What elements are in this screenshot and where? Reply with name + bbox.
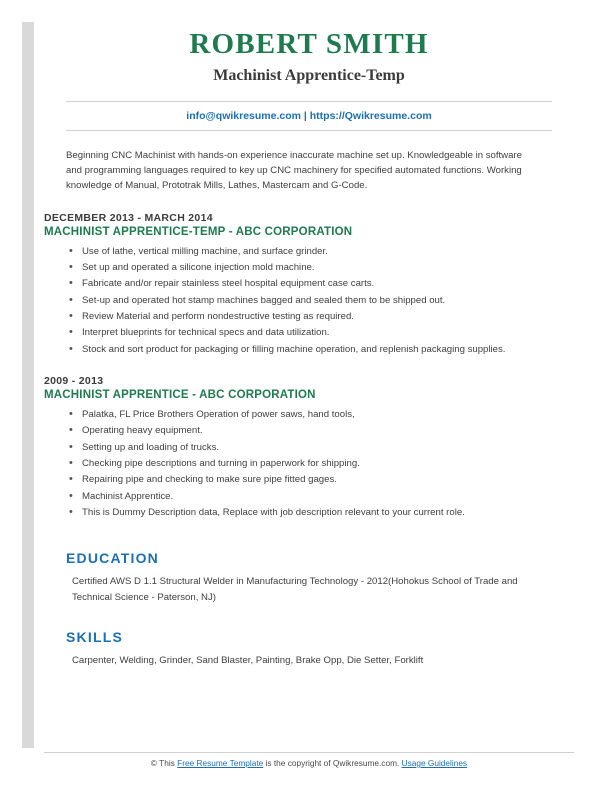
education-heading: EDUCATION — [66, 550, 159, 567]
experience-role: MACHINIST APPRENTICE-TEMP - ABC CORPORATION — [44, 225, 353, 238]
experience-dates: 2009 - 2013 — [44, 374, 104, 387]
footer-middle-text: is the copyright of Qwikresume.com. — [265, 758, 400, 768]
skills-section — [44, 629, 574, 668]
footer-copyright-text: © This — [150, 758, 175, 768]
list-item: • Stock and sort product for packaging or filling machine operation, and replenish packaging supplies. — [82, 342, 547, 357]
list-item: • Review Material and perform nondestructive testing as required. — [82, 309, 547, 324]
list-item: • Setting up and loading of trucks. — [82, 440, 547, 455]
list-item: • Set up and operated a silicone injection mold machine. — [82, 260, 547, 275]
divider-top — [66, 101, 552, 102]
divider-bottom — [66, 130, 552, 131]
list-item: • Machinist Apprentice. — [82, 489, 547, 504]
list-item: • Repairing pipe and checking to make sure pipe fitted gages. — [82, 472, 547, 487]
summary-text: Beginning CNC Machinist with hands-on experience inaccurate machine set up. Knowledgeable in software and programming languages required to key up CNC machinery for specified automated functions. Working knowledge of Manual, Prototrak Mills, Lathes, Mastercam and G-Code. — [66, 150, 522, 191]
job-title: Machinist Apprentice-Temp — [213, 67, 405, 84]
experience-entry — [44, 375, 574, 520]
list-item: • This is Dummy Description data, Replace with job description relevant to your current role. — [82, 505, 547, 520]
experience-role: MACHINIST APPRENTICE - ABC CORPORATION — [44, 388, 316, 401]
resume-content — [44, 28, 574, 668]
page-footer — [44, 752, 574, 768]
education-body: Certified AWS D 1.1 Structural Welder in Manufacturing Technology - 2012(Hohokus School of Trade and Technical Science - Paterson, NJ) — [72, 576, 518, 603]
free-resume-template-link[interactable]: Free Resume Template — [177, 758, 264, 768]
list-item: • Operating heavy equipment. — [82, 423, 547, 438]
list-item: • Palatka, FL Price Brothers Operation of power saws, hand tools, — [82, 407, 547, 422]
experience-bullets — [44, 244, 574, 357]
list-item: • Set-up and operated hot stamp machines bagged and sealed them to be shipped out. — [82, 293, 547, 308]
list-item: • Fabricate and/or repair stainless steel hospital equipment case carts. — [82, 276, 547, 291]
list-item: • Interpret blueprints for technical specs and data utilization. — [82, 325, 547, 340]
experience-bullets — [44, 407, 574, 520]
left-decorative-band — [22, 22, 34, 748]
usage-guidelines-link[interactable]: Usage Guidelines — [401, 758, 468, 768]
list-item: • Use of lathe, vertical milling machine, and surface grinder. — [82, 244, 547, 259]
contact-line[interactable]: info@qwikresume.com | https://Qwikresume.com — [186, 110, 432, 122]
list-item: • Checking pipe descriptions and turning in paperwork for shipping. — [82, 456, 547, 471]
experience-dates: DECEMBER 2013 - MARCH 2014 — [44, 211, 213, 224]
experience-entry — [44, 212, 574, 357]
skills-body: Carpenter, Welding, Grinder, Sand Blaster, Painting, Brake Opp, Die Setter, Forklift — [72, 655, 424, 667]
page-title: ROBERT SMITH — [189, 28, 429, 60]
skills-heading: SKILLS — [66, 629, 123, 646]
education-section — [44, 550, 574, 605]
